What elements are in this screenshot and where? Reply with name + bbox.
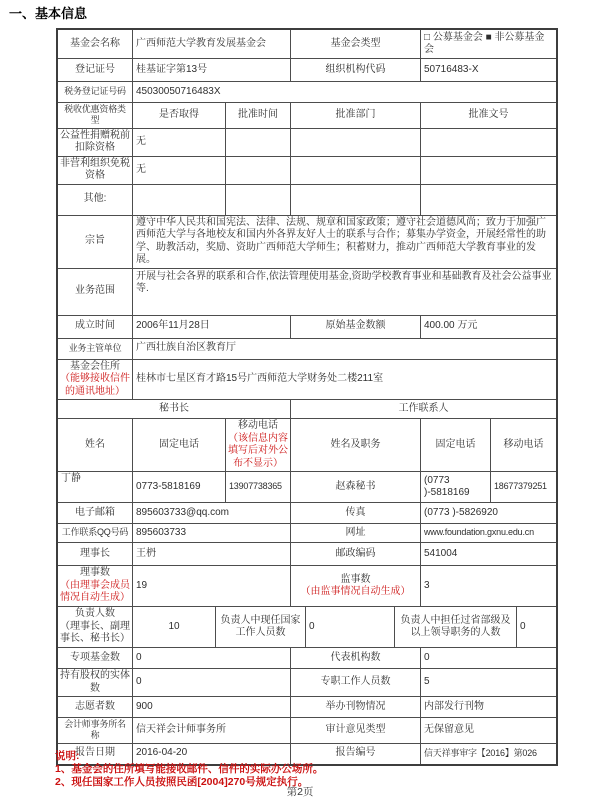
civil-servant-count-label: 负责人中现任国家工作人员数 <box>216 607 306 647</box>
directors-label-text: 理事数 <box>80 567 110 579</box>
contact-mobile-col: 移动电话 <box>503 438 544 450</box>
report-date-label: 报告日期 <box>58 744 133 764</box>
table-row <box>58 185 556 216</box>
secretary-fixed-phone-value: 0773-5818169 <box>133 472 226 502</box>
table-row <box>58 216 556 269</box>
founded-date-value: 2006年11月28日 <box>133 316 291 338</box>
foundation-type-value <box>421 30 556 58</box>
equity-entities-label: 持有股权的实体数 <box>58 669 133 696</box>
website-value: www.foundation.gxnu.edu.cn <box>424 527 534 538</box>
address-label-note: （能够接收信件的通讯地址） <box>60 373 130 397</box>
contact-fixed-phone-value: (0773 )-5818169 <box>421 472 491 502</box>
provincial-leader-count-label: 负责人中担任过省部级及以上领导职务的人数 <box>395 607 517 647</box>
tax-no-value: 45030050716483X <box>136 85 221 97</box>
report-date-value: 2016-04-20 <box>133 744 291 764</box>
secretary-mobile-col <box>226 419 291 471</box>
contact-mobile-value: 18677379251 <box>494 481 547 492</box>
org-code-value: 50716483-X <box>424 63 479 75</box>
equity-entities-value: 0 <box>133 669 291 696</box>
address-label <box>58 360 133 400</box>
purpose-value: 遵守中华人民共和国宪法、法律、法规、规章和国家政策；遵守社会道德风尚；致力于加强广西师范大学与各地校友和国内外各界友好人士的联系与合作；募集办学资金，开展经常性的助学、助教活动，奖励、资助广西师范大学师生；积蓄财力，推动广西师范大学教育事业的发展。 <box>136 216 546 265</box>
secretary-section-header: 秘书长 <box>58 400 291 418</box>
report-no-label: 报告编号 <box>291 744 421 764</box>
founded-date-label: 成立时间 <box>58 316 133 338</box>
notes-heading: 说明: <box>55 750 80 762</box>
representative-orgs-label: 代表机构数 <box>291 648 421 668</box>
table-row <box>58 30 556 59</box>
table-row <box>58 316 556 339</box>
fax-value: (0773 )-5826920 <box>424 506 498 518</box>
checkbox-unchecked-icon: □ <box>424 31 431 43</box>
contact-name-value: 赵森秘书 <box>291 472 421 502</box>
table-row <box>58 566 556 607</box>
empty-cell <box>226 185 291 215</box>
table-row <box>58 157 556 185</box>
donation-deduction-value: 无 <box>133 129 226 156</box>
mobile-col-note: （该信息内容填写后对外公布不显示） <box>228 432 288 469</box>
secretary-mobile-value: 13907738365 <box>226 472 291 502</box>
directors-count-label <box>58 566 133 606</box>
fulltime-staff-label: 专职工作人员数 <box>291 669 421 696</box>
address-value: 桂林市七星区育才路15号广西师范大学财务处二楼211室 <box>136 373 384 384</box>
table-row <box>58 269 556 316</box>
table-row <box>58 360 556 401</box>
empty-cell <box>226 129 291 156</box>
business-scope-value: 开展与社会各界的联系和合作,依法管理使用基金,资助学校教育事业和基础教育及社会公益事业等. <box>136 270 552 294</box>
tax-pref-col-approval-time: 批准时间 <box>226 103 291 128</box>
postcode-label: 邮政编码 <box>291 543 421 565</box>
empty-cell <box>421 185 556 215</box>
qq-label: 工作联系QQ号码 <box>58 524 133 542</box>
original-fund-label: 原始基金数额 <box>291 316 421 338</box>
contact-section-header: 工作联系人 <box>398 402 449 414</box>
empty-cell <box>226 157 291 184</box>
other-label: 其他: <box>58 185 133 215</box>
table-row <box>58 472 556 503</box>
address-label-text: 基金会住所 <box>70 360 120 372</box>
qq-value: 895603733 <box>133 524 291 542</box>
accounting-firm-value: 信天祥会计师事务所 <box>133 718 291 743</box>
postcode-value: 541004 <box>424 547 458 559</box>
page-number: 第2页 <box>286 786 314 798</box>
directors-count-value: 19 <box>133 566 291 606</box>
note-line-1: 1、基金会的住所填写能接收邮件、信件的实际办公场所。 <box>55 763 324 776</box>
empty-cell <box>291 185 421 215</box>
chairman-label: 理事长 <box>58 543 133 565</box>
table-row <box>58 103 556 129</box>
accounting-firm-label: 会计师事务所名称 <box>58 718 133 743</box>
supervisors-count-label <box>291 566 421 606</box>
supervisors-label-note: （由监事情况自动生成） <box>300 586 411 597</box>
secretary-name-col: 姓名 <box>58 419 133 471</box>
table-row <box>58 648 556 669</box>
email-value: 895603733@qq.com <box>133 503 291 523</box>
publications-label: 举办刊物情况 <box>291 697 421 717</box>
public-foundation-option: 公募基金会 <box>432 31 483 43</box>
chairman-value: 王枬 <box>133 543 291 565</box>
foundation-name-label: 基金会名称 <box>58 30 133 58</box>
original-fund-value: 400.00 万元 <box>424 320 478 332</box>
table-row <box>58 419 556 472</box>
table-row <box>58 543 556 566</box>
supervisors-label-text: 监事数 <box>340 573 371 585</box>
contact-name-duty-col: 姓名及职务 <box>291 419 421 471</box>
basic-info-table <box>56 28 558 766</box>
purpose-label: 宗旨 <box>58 216 133 268</box>
representative-orgs-value: 0 <box>424 651 430 663</box>
fulltime-staff-value: 5 <box>424 676 430 688</box>
registration-no-value: 桂基证字第13号 <box>133 59 291 81</box>
supervisor-unit-value: 广西壮族自治区教育厅 <box>136 342 236 354</box>
special-funds-label: 专项基金数 <box>58 648 133 668</box>
tax-pref-col-obtained: 是否取得 <box>133 103 226 128</box>
empty-cell <box>291 129 421 156</box>
audit-opinion-label: 审计意见类型 <box>291 718 421 743</box>
supervisors-count-value: 3 <box>424 579 430 591</box>
principals-label-text: 负责人数 <box>75 608 115 620</box>
table-row <box>58 82 556 103</box>
mobile-col-text: 移动电话 <box>238 420 278 431</box>
supervisor-unit-label: 业务主管单位 <box>58 339 133 359</box>
special-funds-value: 0 <box>133 648 291 668</box>
principals-count-value: 10 <box>133 607 216 647</box>
empty-cell <box>133 185 226 215</box>
tax-no-label: 税务登记证号码 <box>58 82 133 102</box>
tax-exemption-value: 无 <box>133 157 226 184</box>
principals-label-note: （理事长、副理事长、秘书长） <box>60 620 130 645</box>
tax-pref-col-approval-dept: 批准部门 <box>291 103 421 128</box>
civil-servant-count-value: 0 <box>306 607 395 647</box>
directors-label-note: （由理事会成员情况自动生成） <box>60 579 130 604</box>
table-row <box>58 59 556 82</box>
business-scope-label: 业务范围 <box>58 269 133 315</box>
volunteers-label: 志愿者数 <box>58 697 133 717</box>
table-row <box>58 339 556 360</box>
report-no-value: 信天祥事审字【2016】第026 <box>424 747 537 758</box>
table-row <box>58 697 556 718</box>
principals-count-label <box>58 607 133 647</box>
section-title: 一、基本信息 <box>9 6 88 21</box>
tax-pref-col-approval-doc: 批准文号 <box>468 109 509 120</box>
table-row <box>58 524 556 543</box>
empty-cell <box>291 157 421 184</box>
fax-label: 传真 <box>291 503 421 523</box>
table-row <box>58 400 556 419</box>
secretary-name-value: 丁静 <box>58 472 133 502</box>
email-label: 电子邮箱 <box>58 503 133 523</box>
table-row <box>58 503 556 524</box>
provincial-leader-count-value: 0 <box>520 620 526 632</box>
volunteers-value: 900 <box>133 697 291 717</box>
tax-exemption-label: 非营利组织免税资格 <box>58 157 133 184</box>
donation-deduction-label: 公益性捐赠税前扣除资格 <box>58 129 133 156</box>
table-row <box>58 129 556 157</box>
nonpublic-foundation-option: 非公募基金会 <box>424 31 545 55</box>
table-row <box>58 607 556 648</box>
foundation-name-value: 广西师范大学教育发展基金会 <box>133 30 291 58</box>
audit-opinion-value: 无保留意见 <box>424 724 474 735</box>
foundation-type-label: 基金会类型 <box>291 30 421 58</box>
publications-value: 内部发行刊物 <box>424 700 484 712</box>
secretary-fixed-phone-col: 固定电话 <box>133 419 226 471</box>
note-line-2: 2、现任国家工作人员按照民函[2004]270号规定执行。 <box>55 776 309 789</box>
checkbox-checked-icon: ■ <box>485 31 492 43</box>
table-row <box>58 669 556 697</box>
empty-cell <box>421 157 556 184</box>
contact-fixed-phone-col: 固定电话 <box>421 419 491 471</box>
table-row <box>58 718 556 744</box>
registration-no-label: 登记证号 <box>58 59 133 81</box>
empty-cell <box>421 129 556 156</box>
tax-preference-label: 税收优惠资格类型 <box>58 103 133 128</box>
org-code-label: 组织机构代码 <box>291 59 421 81</box>
website-label: 网址 <box>291 524 421 542</box>
